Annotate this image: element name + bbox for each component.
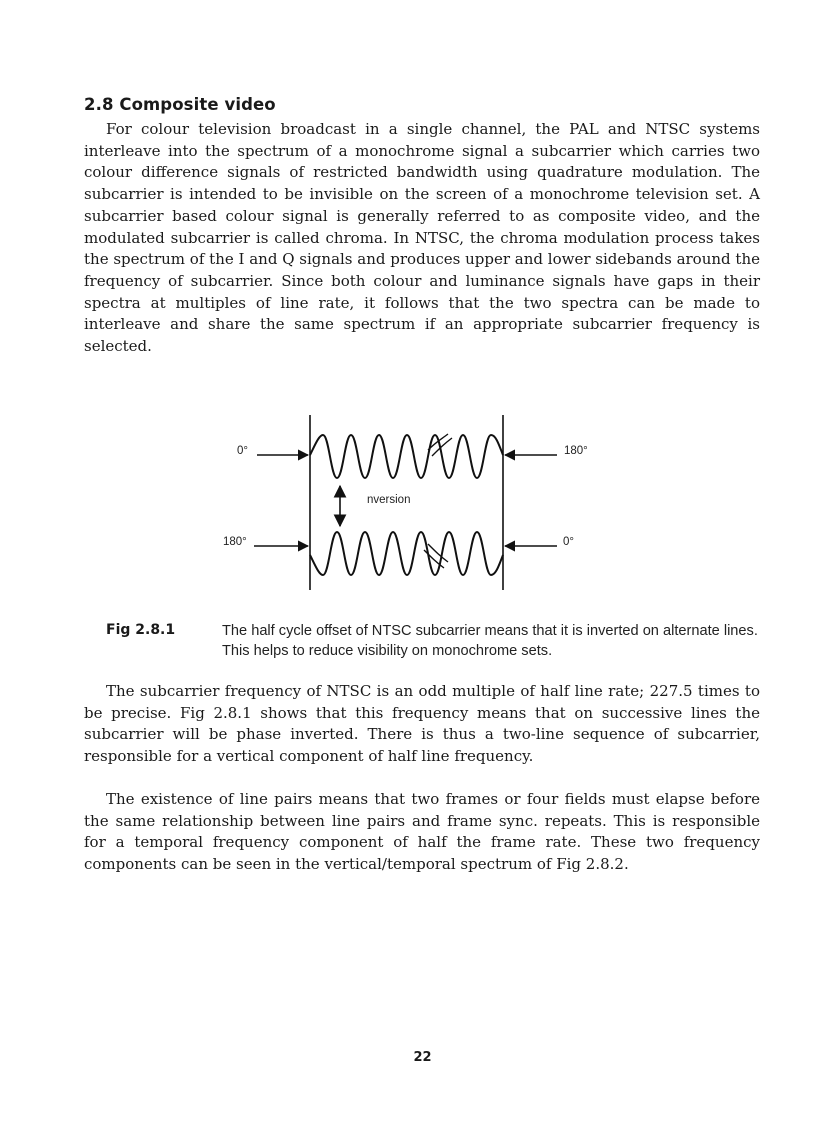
inversion-label: nversion [367, 494, 411, 506]
bottom-subcarrier-wave [310, 532, 503, 575]
body-paragraph: The existence of line pairs means that two frames or four fields must elapse before the same relationship between line pairs and frame sync. repeats. This is responsible for a temporal frequency component of half the frame rate. These two frequency components can be seen in the vertical/temporal spectrum of Fig 2.8.2. [84, 790, 760, 874]
figure-caption-label: Fig 2.8.1 [106, 622, 176, 638]
top-subcarrier-wave [310, 435, 503, 478]
bottom-left-phase-label: 180° [223, 536, 247, 548]
body-paragraph: For colour television broadcast in a single channel, the PAL and NTSC systems interleave into the spectrum of a monochrome signal a subcarrier which carries two colour difference signals of restricted bandwidth using quadrature modulation. The subcarrier is intended to be invisible on the screen of a monochrome television set. A subcarrier based colour signal is generally referred to as composite video, and the modulated subcarrier is called chroma. In NTSC, the chroma modulation process takes the spectrum of the I and Q signals and produces upper and lower sidebands around the frequency of subcarrier. Since both colour and luminance signals have gaps in their spectra at multiples of line rate, it follows that the two spectra can be made to interleave and share the same spectrum if an appropriate subcarrier frequency is selected. [84, 120, 760, 356]
page-number: 22 [413, 1050, 432, 1065]
bottom-right-phase-label: 0° [563, 536, 574, 548]
body-paragraph: The subcarrier frequency of NTSC is an odd multiple of half line rate; 227.5 times to be precise. Fig 2.8.1 shows that this frequency means that on successive lines the subcarrier will be phase inverted. There is thus a two-line sequence of subcarrier, responsible for a vertical component of half line frequency. [84, 682, 760, 766]
top-left-phase-label: 0° [237, 445, 248, 457]
subcarrier-phase-figure [200, 410, 610, 595]
section-heading: 2.8 Composite video [84, 95, 276, 114]
figure-caption-text: The half cycle offset of NTSC subcarrier means that it is inverted on alternate lines. This helps to reduce visibility on monochrome sets. [222, 623, 758, 659]
top-right-phase-label: 180° [564, 445, 588, 457]
